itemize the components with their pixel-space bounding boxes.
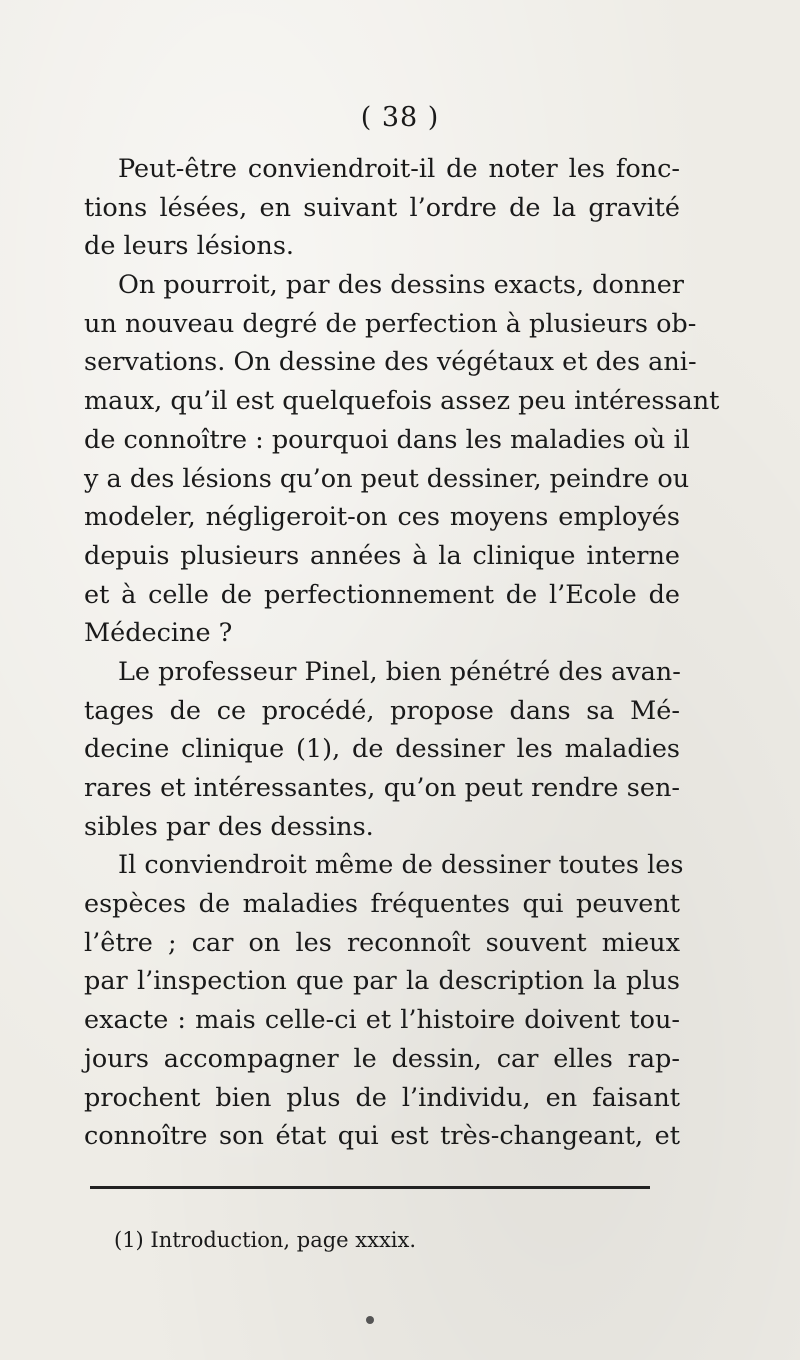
text-line: l’être ; car on les reconnoît souvent mieux [84,927,680,958]
text-line: y a des lésions qu’on peut dessiner, peindre ou [84,463,690,494]
text-line: Le professeur Pinel, bien pénétré des avan- [118,656,681,687]
text-line: modeler, négligeroit-on ces moyens employés [84,502,680,533]
text-line: Médecine ? [84,618,233,649]
text-line: depuis plusieurs années à la clinique interne [84,540,680,571]
text-line: exacte : mais celle-ci et l’histoire doivent tou- [84,1005,680,1036]
footnote-divider [90,1186,650,1189]
text-line: servations. On dessine des végétaux et des ani- [84,347,697,378]
text-line: connoître son état qui est très-changeant, et [84,1121,680,1152]
text-line: rares et intéressantes, qu’on peut rendre sen- [84,773,680,803]
page-number: ( 38 ) [360,102,440,133]
text-line: et à celle de perfectionnement de l’Ecole de [84,579,680,610]
footnote: (1) Introduction, page xxxix. [114,1228,417,1252]
text-line: de leurs lésions. [84,231,295,262]
text-line: Il conviendroit même de dessiner toutes les [118,850,684,881]
text-line: tages de ce procédé, propose dans sa Mé- [84,695,680,726]
text-line: maux, qu’il est quelquefois assez peu intéressant [84,386,720,417]
text-line: jours accompagner le dessin, car elles rap- [84,1043,680,1074]
text-line: On pourroit, par des dessins exacts, donner [118,270,684,301]
text-line: par l’inspection que par la description la plus [84,966,680,997]
text-line: decine clinique (1), de dessiner les maladies [84,734,680,765]
text-line: tions lésées, en suivant l’ordre de la gravité [84,192,680,223]
text-line: de connoître : pourquoi dans les maladies où il [84,424,690,455]
ink-speck [366,1316,374,1324]
text-line: sibles par des dessins. [84,811,374,842]
text-line: prochent bien plus de l’individu, en faisant [84,1082,680,1113]
text-line: un nouveau degré de perfection à plusieurs ob- [84,308,697,339]
body-text [84,150,720,1156]
text-line: Peut-être conviendroit-il de noter les fonc- [118,154,680,184]
text-line: espèces de maladies fréquentes qui peuvent [84,889,680,920]
